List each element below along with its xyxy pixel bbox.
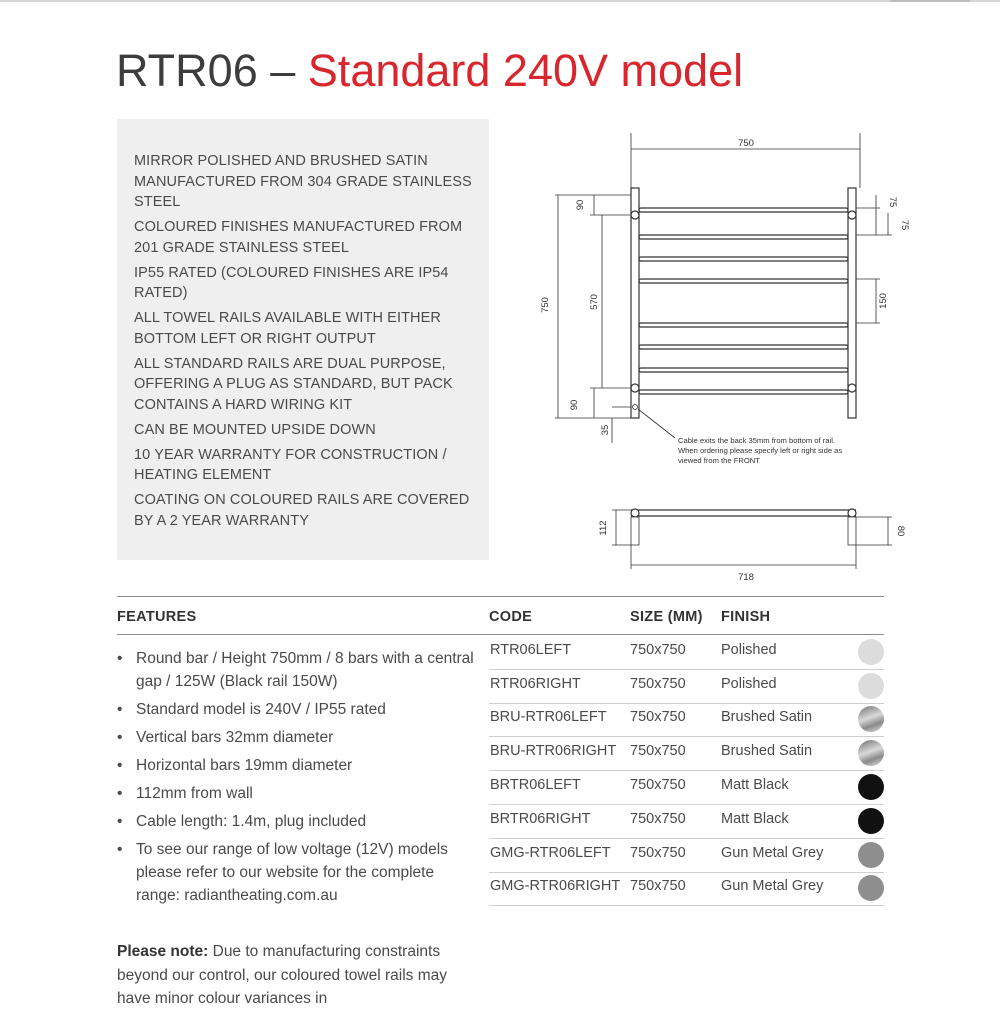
product-size: 750x750 (630, 676, 686, 692)
table-row (489, 804, 884, 839)
column-header-code: CODE (489, 609, 533, 625)
section-divider-top (117, 596, 884, 597)
cable-note-line-3: viewed from the FRONT (678, 456, 760, 465)
spec-panel (117, 119, 489, 560)
feature-text: Vertical bars 32mm diameter (136, 729, 334, 746)
dim-cable-offset: 35 (600, 424, 611, 436)
please-note (117, 940, 482, 1011)
top-border-accent (890, 0, 970, 2)
dim-central-gap: 150 (878, 293, 889, 309)
spec-item: COATING ON COLOURED RAILS ARE COVERED BY A 2 YEAR WARRANTY (134, 492, 470, 529)
feature-item (117, 726, 477, 749)
feature-text: To see our range of low voltage (12V) models please refer to our website for the complete range: radiantheating.com.au (136, 841, 448, 904)
finish-swatch (858, 842, 884, 868)
feature-item (117, 754, 477, 777)
product-finish: Gun Metal Grey (721, 845, 824, 861)
product-finish: Gun Metal Grey (721, 878, 824, 894)
feature-text: Standard model is 240V / IP55 rated (136, 701, 386, 718)
column-header-finish: FINISH (721, 609, 771, 625)
product-code: GMG-RTR06LEFT (490, 845, 611, 861)
model-subtitle: Standard 240V model (307, 45, 744, 96)
cable-note-line-2: When ordering please specify left or right side as (678, 446, 843, 455)
finish-swatch (858, 774, 884, 800)
dim-rail-gap-2: 75 (899, 219, 910, 231)
spec-list (134, 151, 479, 536)
dim-top-offset: 90 (575, 199, 586, 211)
product-code: RTR06LEFT (490, 642, 572, 658)
product-size: 750x750 (630, 845, 686, 861)
product-finish: Polished (721, 676, 777, 692)
product-finish: Matt Black (721, 811, 789, 827)
product-size: 750x750 (630, 878, 686, 894)
finish-swatch (858, 639, 884, 665)
dim-depth-rail: 80 (895, 525, 906, 537)
spec-item: ALL STANDARD RAILS ARE DUAL PURPOSE, OFFERING A PLUG AS STANDARD, BUT PACK CONTAINS A HARD WIRING KIT (134, 355, 453, 413)
product-code: RTR06RIGHT (490, 676, 581, 692)
feature-item (117, 647, 477, 693)
product-finish: Brushed Satin (721, 709, 813, 725)
bullet: • (117, 785, 123, 802)
page-title (116, 44, 743, 98)
dim-rail-gap-1: 75 (887, 196, 898, 208)
top-border (0, 0, 1000, 2)
product-size: 750x750 (630, 642, 686, 658)
product-code: BRU-RTR06LEFT (490, 709, 607, 725)
feature-item (117, 698, 477, 721)
spec-item: IP55 RATED (COLOURED FINISHES ARE IP54 RATED) (134, 264, 449, 301)
spec-item: COLOURED FINISHES MANUFACTURED FROM 201 GRADE STAINLESS STEEL (134, 219, 463, 256)
feature-text: Horizontal bars 19mm diameter (136, 757, 353, 774)
dim-width-bottom: 718 (738, 572, 754, 583)
product-finish: Matt Black (721, 777, 789, 793)
finish-swatch (858, 673, 884, 699)
feature-text: Cable length: 1.4m, plug included (136, 813, 367, 830)
product-code: BRTR06RIGHT (490, 811, 591, 827)
feature-text: 112mm from wall (136, 785, 253, 802)
product-finish: Polished (721, 642, 777, 658)
feature-item (117, 838, 477, 907)
feature-item (117, 810, 477, 833)
bullet: • (117, 650, 123, 667)
feature-item (117, 782, 477, 805)
dim-height-inner: 570 (589, 294, 600, 310)
bullet: • (117, 813, 123, 830)
features-list (117, 647, 477, 912)
table-row (489, 736, 884, 771)
dim-depth: 112 (598, 520, 609, 536)
product-size: 750x750 (630, 743, 686, 759)
table-row (489, 871, 884, 906)
column-header-size: SIZE (MM) (630, 609, 703, 625)
spec-item: 10 YEAR WARRANTY FOR CONSTRUCTION / HEATING ELEMENT (134, 446, 447, 483)
table-row (489, 838, 884, 873)
spec-item: MIRROR POLISHED AND BRUSHED SATIN MANUFACTURED FROM 304 GRADE STAINLESS STEEL (134, 153, 472, 210)
product-code: GMG-RTR06RIGHT (490, 878, 621, 894)
dim-bottom-offset: 90 (569, 399, 580, 411)
cable-note-line-1: Cable exits the back 35mm from bottom of rail. (678, 436, 835, 445)
finish-swatch (858, 740, 884, 766)
finish-swatch (858, 875, 884, 901)
spec-item: CAN BE MOUNTED UPSIDE DOWN (134, 421, 376, 438)
table-row (489, 635, 884, 670)
bullet: • (117, 701, 123, 718)
product-size: 750x750 (630, 811, 686, 827)
dim-height-total: 750 (540, 297, 551, 313)
model-code: RTR06 (116, 45, 258, 96)
finish-swatch (858, 706, 884, 732)
bullet: • (117, 841, 123, 858)
spec-item: ALL TOWEL RAILS AVAILABLE WITH EITHER BOTTOM LEFT OR RIGHT OUTPUT (134, 310, 441, 347)
feature-text: Round bar / Height 750mm / 8 bars with a central gap / 125W (Black rail 150W) (136, 650, 474, 690)
product-code: BRTR06LEFT (490, 777, 581, 793)
bullet: • (117, 729, 123, 746)
features-heading: FEATURES (117, 609, 197, 625)
product-size: 750x750 (630, 709, 686, 725)
table-row (489, 669, 884, 704)
technical-drawing (520, 125, 910, 595)
finish-swatch (858, 808, 884, 834)
table-row (489, 702, 884, 737)
table-row (489, 770, 884, 805)
bullet: • (117, 757, 123, 774)
product-code: BRU-RTR06RIGHT (490, 743, 617, 759)
title-dash: – (270, 45, 296, 96)
product-size: 750x750 (630, 777, 686, 793)
product-finish: Brushed Satin (721, 743, 813, 759)
dim-width-top: 750 (738, 138, 754, 149)
note-label: Please note: (117, 943, 209, 960)
note-text: Due to manufacturing constraints beyond our control, our coloured towel rails may have minor colour variances in (117, 943, 447, 1007)
